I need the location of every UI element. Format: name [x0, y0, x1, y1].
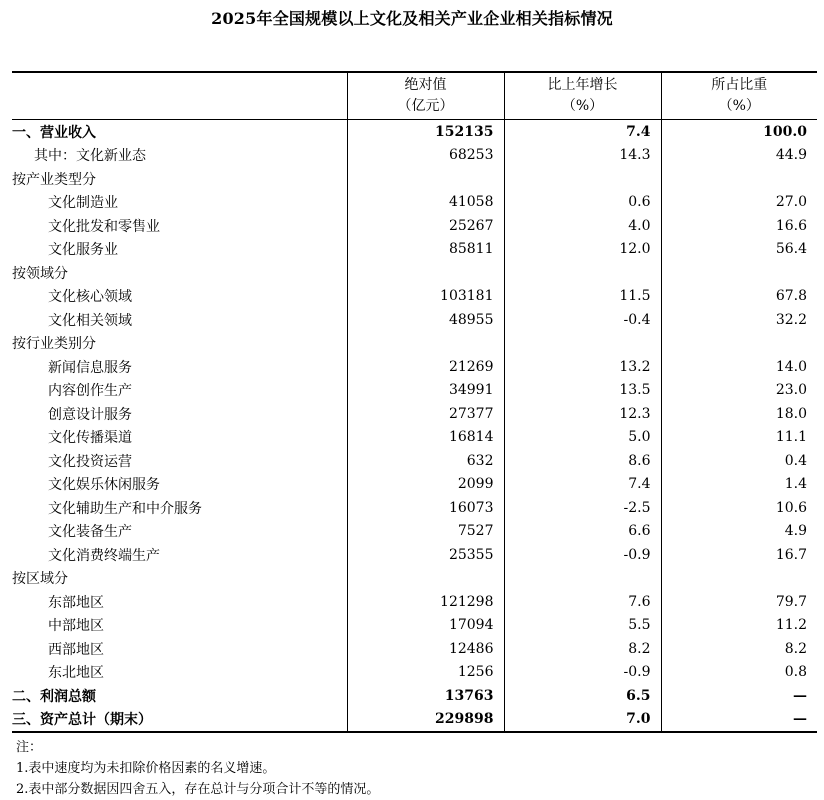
header-growth-label: 比上年增长: [547, 77, 618, 93]
row-share: 18.0: [661, 402, 817, 426]
table-row: [12, 355, 817, 379]
notes: [16, 737, 379, 800]
table-row: [12, 308, 817, 332]
row-absolute-value: 229898: [347, 708, 504, 733]
row-label: 文化核心领域: [48, 289, 132, 306]
table-row: [12, 426, 817, 450]
row-absolute-value: [347, 167, 504, 191]
table-row: [12, 473, 817, 497]
row-growth: 0.6: [504, 191, 661, 215]
row-absolute-value: 16814: [347, 426, 504, 450]
row-growth: 12.0: [504, 238, 661, 262]
table-header-row: [12, 72, 817, 120]
row-label: 文化辅助生产和中介服务: [48, 500, 202, 517]
row-label: 中部地区: [48, 618, 104, 635]
row-share: 16.7: [661, 543, 817, 567]
row-absolute-value: 17094: [347, 614, 504, 638]
row-absolute-value: 1256: [347, 661, 504, 685]
row-label: 文化娱乐休闲服务: [48, 477, 160, 494]
row-growth: [504, 261, 661, 285]
row-share: [661, 567, 817, 591]
row-absolute-value: 25355: [347, 543, 504, 567]
row-share: 0.8: [661, 661, 817, 685]
row-absolute-value: 48955: [347, 308, 504, 332]
row-absolute-value: 2099: [347, 473, 504, 497]
row-growth: 12.3: [504, 402, 661, 426]
row-absolute-value: 68253: [347, 144, 504, 168]
page-title: 2025年全国规模以上文化及相关产业企业相关指标情况: [211, 9, 613, 28]
row-share: 67.8: [661, 285, 817, 309]
row-label: 新闻信息服务: [48, 359, 132, 376]
row-growth: 11.5: [504, 285, 661, 309]
table-row: [12, 285, 817, 309]
table-row: [12, 543, 817, 567]
row-absolute-value: 27377: [347, 402, 504, 426]
row-label: 文化相关领域: [48, 312, 132, 329]
row-label: 三、资产总计（期末）: [12, 708, 347, 733]
row-share: 23.0: [661, 379, 817, 403]
row-growth: 5.0: [504, 426, 661, 450]
row-share: 100.0: [661, 120, 817, 144]
row-label: 按领域分: [12, 265, 68, 282]
table-row: [12, 379, 817, 403]
row-label: 文化批发和零售业: [48, 218, 160, 235]
row-absolute-value: 121298: [347, 590, 504, 614]
row-label: 二、利润总额: [12, 688, 96, 705]
table-row: [12, 708, 817, 733]
row-growth: 14.3: [504, 144, 661, 168]
table-row: [12, 661, 817, 685]
row-label: 东部地区: [48, 594, 104, 611]
row-absolute-value: 21269: [347, 355, 504, 379]
table-row: [12, 614, 817, 638]
row-growth: 4.0: [504, 214, 661, 238]
row-growth: [504, 167, 661, 191]
row-growth: 5.5: [504, 614, 661, 638]
row-share: 32.2: [661, 308, 817, 332]
indicator-table: [12, 71, 817, 733]
header-absolute-value-unit: （亿元）: [397, 98, 454, 114]
row-label: 文化制造业: [48, 195, 118, 212]
header-blank: [12, 72, 347, 120]
row-absolute-value: [347, 261, 504, 285]
row-growth: [504, 332, 661, 356]
table-row: [12, 684, 817, 708]
row-label: 按产业类型分: [12, 171, 96, 188]
row-growth: 13.2: [504, 355, 661, 379]
row-growth: 7.0: [504, 708, 661, 733]
table-row: [12, 449, 817, 473]
row-share: —: [661, 684, 817, 708]
table-row: [12, 144, 817, 168]
notes-heading: 注：: [16, 740, 43, 755]
row-share: 79.7: [661, 590, 817, 614]
row-absolute-value: 41058: [347, 191, 504, 215]
row-share: 27.0: [661, 191, 817, 215]
row-growth: 8.2: [504, 637, 661, 661]
header-absolute-value-label: 绝对值: [404, 77, 447, 93]
row-growth: 7.4: [504, 473, 661, 497]
row-absolute-value: 152135: [347, 120, 504, 144]
row-growth: 8.6: [504, 449, 661, 473]
row-growth: 7.6: [504, 590, 661, 614]
row-share: 8.2: [661, 637, 817, 661]
row-label: 其中：文化新业态: [34, 148, 146, 165]
row-label: 西部地区: [48, 641, 104, 658]
table-row: [12, 590, 817, 614]
row-growth: -2.5: [504, 496, 661, 520]
row-absolute-value: [347, 567, 504, 591]
row-absolute-value: 12486: [347, 637, 504, 661]
table-row: [12, 120, 817, 144]
header-absolute-value: [347, 72, 504, 120]
row-growth: 6.6: [504, 520, 661, 544]
row-share: 1.4: [661, 473, 817, 497]
row-share: 4.9: [661, 520, 817, 544]
row-label: 文化服务业: [48, 242, 118, 259]
header-growth: [504, 72, 661, 120]
row-growth: -0.9: [504, 661, 661, 685]
table-row: [12, 520, 817, 544]
note-line-2: 2.表中部分数据因四舍五入，存在总计与分项合计不等的情况。: [16, 782, 380, 797]
table-row: [12, 496, 817, 520]
row-label: 文化传播渠道: [48, 430, 132, 447]
row-share: 56.4: [661, 238, 817, 262]
table-row: [12, 261, 817, 285]
row-absolute-value: 7527: [347, 520, 504, 544]
row-growth: -0.4: [504, 308, 661, 332]
row-share: [661, 332, 817, 356]
table-row: [12, 238, 817, 262]
row-label: 文化消费终端生产: [48, 547, 160, 564]
row-absolute-value: 16073: [347, 496, 504, 520]
table-row: [12, 332, 817, 356]
row-absolute-value: 34991: [347, 379, 504, 403]
row-label: 内容创作生产: [48, 383, 132, 400]
row-share: 11.2: [661, 614, 817, 638]
row-label: 一、营业收入: [12, 124, 96, 141]
row-growth: 7.4: [504, 120, 661, 144]
table-row: [12, 214, 817, 238]
row-label: 东北地区: [48, 665, 104, 682]
row-share: 16.6: [661, 214, 817, 238]
row-absolute-value: 13763: [347, 684, 504, 708]
row-label: 创意设计服务: [48, 406, 132, 423]
row-share: 44.9: [661, 144, 817, 168]
table-row: [12, 567, 817, 591]
row-share: 10.6: [661, 496, 817, 520]
row-label: 按区域分: [12, 571, 68, 588]
row-growth: [504, 567, 661, 591]
header-share-label: 所占比重: [711, 77, 768, 93]
row-share: 0.4: [661, 449, 817, 473]
row-share: 14.0: [661, 355, 817, 379]
row-absolute-value: 103181: [347, 285, 504, 309]
table-body: [12, 120, 817, 733]
row-absolute-value: 25267: [347, 214, 504, 238]
table-row: [12, 167, 817, 191]
row-share: [661, 167, 817, 191]
row-share: —: [661, 708, 817, 733]
row-growth: 13.5: [504, 379, 661, 403]
row-absolute-value: 85811: [347, 238, 504, 262]
table-row: [12, 637, 817, 661]
header-share-unit: （%）: [718, 98, 760, 114]
row-label: 文化装备生产: [48, 524, 132, 541]
row-share: [661, 261, 817, 285]
note-line-1: 1.表中速度均为未扣除价格因素的名义增速。: [16, 761, 276, 776]
header-growth-unit: （%）: [561, 98, 604, 114]
table-row: [12, 191, 817, 215]
row-growth: -0.9: [504, 543, 661, 567]
row-growth: 6.5: [504, 684, 661, 708]
row-label: 文化投资运营: [48, 453, 132, 470]
row-label: 按行业类别分: [12, 336, 96, 353]
row-absolute-value: 632: [347, 449, 504, 473]
header-share: [661, 72, 817, 120]
table-row: [12, 402, 817, 426]
row-absolute-value: [347, 332, 504, 356]
row-share: 11.1: [661, 426, 817, 450]
